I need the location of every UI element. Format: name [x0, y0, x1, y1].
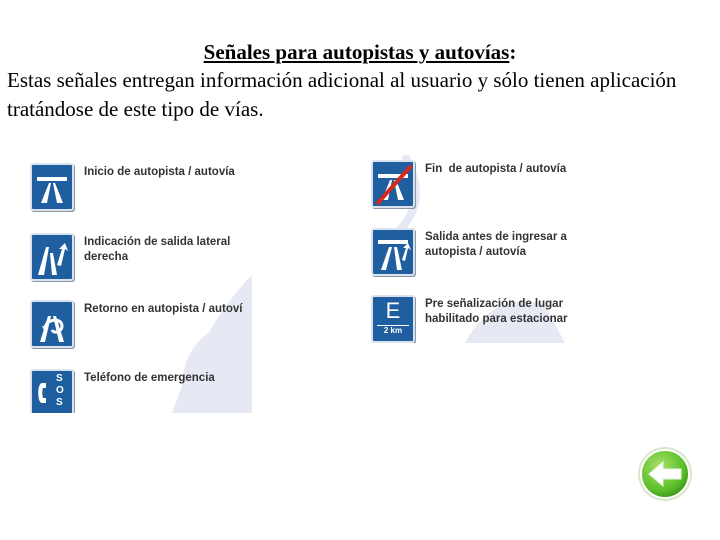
emergency-phone-sos-icon	[30, 369, 74, 413]
sign-label-motorway-return: Retorno en autopista / autoví	[84, 303, 243, 315]
title-text: Señales para autopistas y autovías	[203, 40, 510, 64]
sign-label-lateral-exit: Indicación de salida lateral derecha	[84, 236, 231, 263]
parking-presignal-icon	[371, 295, 415, 343]
title-colon: :	[509, 40, 517, 64]
sos-text: SOS	[56, 373, 64, 408]
sign-distance: 2 km	[383, 326, 403, 335]
motorway-return-icon	[30, 300, 74, 348]
sign-item	[30, 233, 230, 281]
motorway-start-icon	[30, 163, 74, 211]
sign-item	[371, 160, 566, 208]
sign-label-parking-presignal: Pre señalización de lugar habilitado para estacionar	[425, 298, 568, 325]
sign-divider	[377, 325, 409, 326]
motorway-end-icon	[371, 160, 415, 208]
sign-item	[371, 228, 567, 276]
sign-label-motorway-start: Inicio de autopista / autovía	[84, 166, 235, 178]
back-button[interactable]	[637, 446, 693, 502]
sign-item	[371, 295, 568, 343]
sign-label-emergency-phone: Teléfono de emergencia	[84, 372, 215, 384]
sign-item	[30, 300, 242, 348]
back-arrow-icon	[637, 446, 693, 502]
exit-before-motorway-icon	[371, 228, 415, 276]
intro-paragraph: Estas señales entregan información adicional al usuario y sólo tienen aplicación tratándose de este tipo de vías.	[7, 68, 677, 121]
signs-panel-right	[365, 155, 580, 343]
sign-label-motorway-end: Fin de autopista / autovía	[425, 163, 567, 175]
lateral-exit-icon	[30, 233, 74, 281]
sign-letter: E	[385, 298, 401, 323]
sign-label-exit-before-motorway: Salida antes de ingresar a autopista / autovía	[425, 231, 567, 258]
page-title	[0, 40, 720, 64]
signs-panel-left	[22, 155, 252, 413]
sign-item	[30, 369, 215, 413]
sign-item	[30, 163, 235, 211]
